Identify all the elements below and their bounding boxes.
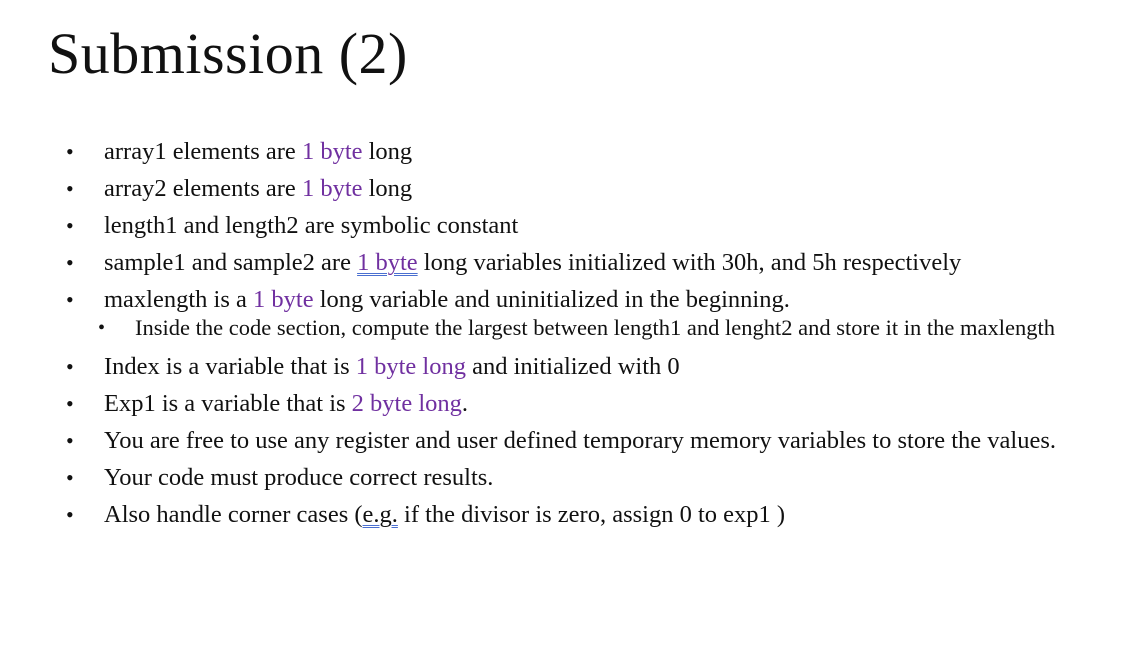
bullet-index bbox=[0, 355, 1132, 379]
highlight-text: 1 byte bbox=[301, 175, 363, 202]
bullet-array1 bbox=[0, 140, 1132, 164]
bullet-text: long bbox=[362, 138, 413, 165]
slide-title: Submission (2) bbox=[48, 21, 408, 86]
bullet-text: array1 elements are bbox=[104, 138, 302, 165]
bullet-maxlength bbox=[0, 288, 1132, 312]
bullet-samples bbox=[0, 251, 1132, 275]
highlight-text: 1 byte long bbox=[355, 353, 466, 380]
highlight-text: 1 byte bbox=[301, 138, 363, 165]
bullet-exp1 bbox=[0, 392, 1132, 416]
bullet-text: if the divisor is zero, assign 0 to exp1 ) bbox=[397, 501, 786, 528]
bullet-text: Exp1 is a variable that is bbox=[104, 390, 352, 417]
sub-bullet-maxlength bbox=[0, 317, 1132, 339]
bullet-list bbox=[0, 140, 1132, 540]
bullet-text: sample1 and sample2 are bbox=[104, 249, 358, 276]
bullet-text: array2 elements are bbox=[104, 175, 302, 202]
bullet-text: Also handle corner cases ( bbox=[104, 501, 363, 528]
bullet-text: long variable and uninitialized in the beginning. bbox=[313, 286, 790, 313]
bullet-correct-results bbox=[0, 466, 1132, 490]
bullet-text: long bbox=[362, 175, 413, 202]
spellcheck-text: e.g. bbox=[362, 501, 398, 528]
sub-bullet-text: Inside the code section, compute the largest between length1 and lenght2 and store it in the maxlength bbox=[135, 315, 1055, 340]
bullet-text: . bbox=[461, 390, 469, 417]
bullet-corner-cases bbox=[0, 503, 1132, 527]
bullet-text: Index is a variable that is bbox=[104, 353, 356, 380]
bullet-text: long variables initialized with 30h, and 5h respectively bbox=[417, 249, 962, 276]
bullet-text: and initialized with 0 bbox=[465, 353, 680, 380]
bullet-text: You are free to use any register and user defined temporary memory variables to store the values. bbox=[104, 427, 1057, 454]
bullet-text: length1 and length2 are symbolic constant bbox=[104, 212, 519, 239]
bullet-text: Your code must produce correct results. bbox=[104, 464, 494, 491]
bullet-registers bbox=[0, 429, 1132, 453]
bullet-lengths bbox=[0, 214, 1132, 238]
highlight-text: 2 byte long bbox=[351, 390, 462, 417]
highlight-text: 1 byte bbox=[357, 249, 418, 276]
highlight-text: 1 byte bbox=[253, 286, 314, 313]
bullet-array2 bbox=[0, 177, 1132, 201]
bullet-text: maxlength is a bbox=[104, 286, 254, 313]
